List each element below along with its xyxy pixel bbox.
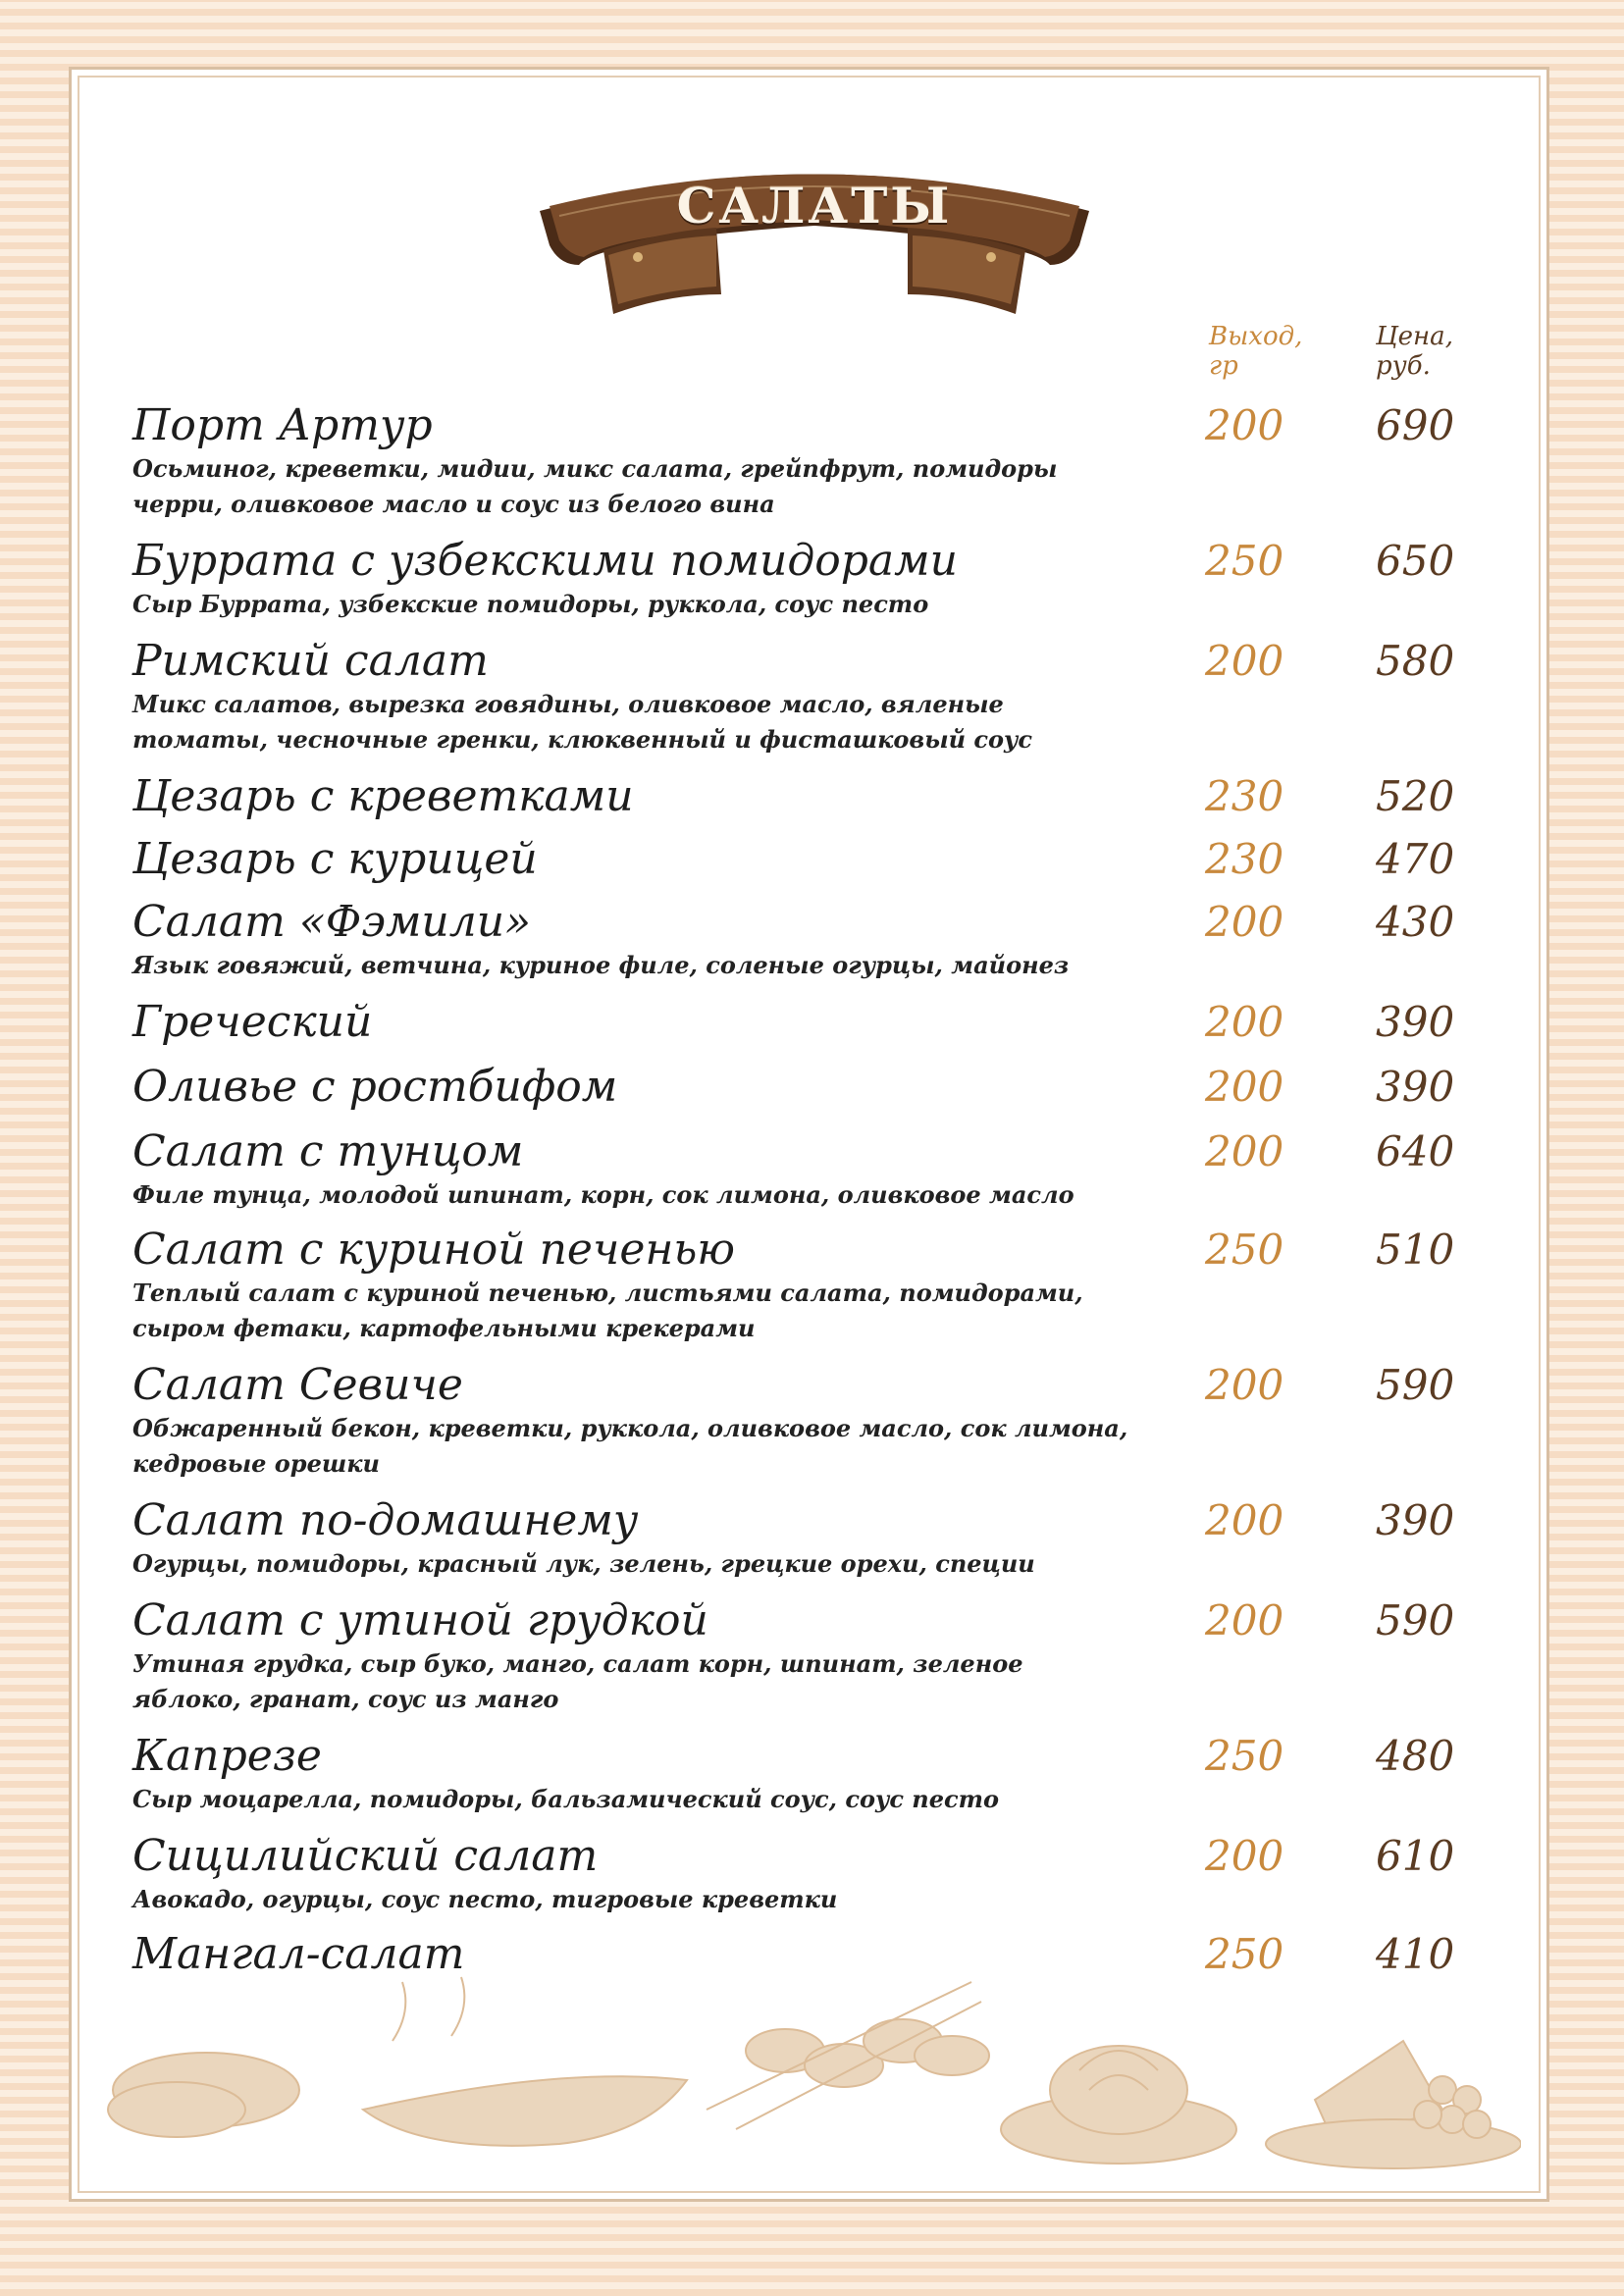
- item-name: Салат по-домашнему: [132, 1495, 639, 1545]
- item-weight: 200: [1205, 1496, 1284, 1544]
- item-name: Салат Севиче: [132, 1360, 463, 1410]
- item-description: Язык говяжий, ветчина, куриное филе, соленые огурцы, майонез: [132, 951, 1070, 979]
- item-name: Римский салат: [132, 636, 489, 686]
- section-title: САЛАТЫ: [676, 177, 953, 235]
- menu-item: [132, 1495, 1526, 1582]
- item-name: Сицилийский салат: [132, 1831, 599, 1881]
- item-price: 470: [1376, 835, 1455, 883]
- item-description: Огурцы, помидоры, красный лук, зелень, грецкие орехи, специи: [132, 1549, 1035, 1578]
- menu-item: [132, 1126, 1526, 1213]
- item-price: 410: [1376, 1930, 1455, 1978]
- menu-item: [132, 1360, 1526, 1482]
- item-price: 590: [1376, 1361, 1455, 1409]
- item-description: Авокадо, огурцы, соус песто, тигровые креветки: [132, 1885, 838, 1913]
- item-description: Микс салатов, вырезка говядины, оливковое масло, вяленые томаты, чесночные гренки, клюквенный и фисташковый соус: [132, 690, 1033, 754]
- menu-item: [132, 636, 1526, 757]
- item-price: 520: [1376, 772, 1455, 820]
- item-weight: 200: [1205, 1832, 1284, 1880]
- menu-item: [132, 1831, 1526, 1917]
- item-name: Цезарь с креветками: [132, 771, 634, 821]
- item-description: Теплый салат с куриной печенью, листьями салата, помидорами, сыром фетаки, картофельными крекерами: [132, 1278, 1083, 1342]
- column-header-weight: Выход, гр: [1209, 322, 1303, 381]
- item-price: 480: [1376, 1732, 1455, 1780]
- item-name: Салат с тунцом: [132, 1126, 524, 1176]
- item-name: Греческий: [132, 997, 373, 1047]
- item-name: Цезарь с курицей: [132, 834, 538, 884]
- item-price: 390: [1376, 998, 1455, 1046]
- item-weight: 200: [1205, 401, 1284, 449]
- item-description: Сыр моцарелла, помидоры, бальзамический соус, соус песто: [132, 1785, 1000, 1813]
- item-weight: 200: [1205, 898, 1284, 946]
- cheese-grapes-icon: [1266, 2041, 1521, 2168]
- item-name: Буррата с узбекскими помидорами: [132, 536, 958, 586]
- item-name: Мангал-салат: [132, 1929, 465, 1979]
- item-description: Филе тунца, молодой шпинат, корн, сок лимона, оливковое масло: [132, 1180, 1074, 1209]
- item-name: Салат с куриной печенью: [132, 1225, 736, 1275]
- item-price: 390: [1376, 1063, 1455, 1111]
- item-price: 580: [1376, 637, 1455, 685]
- item-price: 510: [1376, 1226, 1455, 1274]
- item-weight: 200: [1205, 998, 1284, 1046]
- item-weight: 250: [1205, 1732, 1284, 1780]
- menu-item: [132, 1225, 1526, 1346]
- item-name: Оливье с ростбифом: [132, 1062, 618, 1112]
- column-header-price: Цена, руб.: [1376, 322, 1453, 381]
- item-description: Сыр Буррата, узбекские помидоры, руккола, соус песто: [132, 590, 929, 618]
- item-name: Порт Артур: [132, 400, 433, 450]
- item-name: Салат «Фэмили»: [132, 897, 532, 947]
- item-description: Утиная грудка, сыр буко, манго, салат корн, шпинат, зеленое яблоко, гранат, соус из манго: [132, 1649, 1023, 1713]
- item-price: 610: [1376, 1832, 1455, 1880]
- item-price: 690: [1376, 401, 1455, 449]
- item-price: 640: [1376, 1127, 1455, 1175]
- item-weight: 250: [1205, 1930, 1284, 1978]
- item-description: Осьминог, креветки, мидии, микс салата, грейпфрут, помидоры черри, оливковое масло и соус из белого вина: [132, 454, 1058, 518]
- menu-item: [132, 1731, 1526, 1817]
- pasta-plate-icon: [1001, 2046, 1236, 2164]
- menu-item: [132, 400, 1526, 522]
- item-weight: 250: [1205, 1226, 1284, 1274]
- menu-item: [132, 1062, 1526, 1113]
- item-description: Обжаренный бекон, креветки, руккола, оливковое масло, сок лимона, кедровые орешки: [132, 1414, 1128, 1478]
- item-weight: 230: [1205, 772, 1284, 820]
- item-name: Салат с утиной грудкой: [132, 1595, 708, 1645]
- menu-item: [132, 997, 1526, 1048]
- kebab-skewer-icon: [707, 1982, 989, 2129]
- item-weight: 200: [1205, 1596, 1284, 1644]
- item-price: 650: [1376, 537, 1455, 585]
- soup-bowl-icon: [363, 2076, 687, 2146]
- item-price: 390: [1376, 1496, 1455, 1544]
- item-name: Капрезе: [132, 1731, 322, 1781]
- menu-item: [132, 834, 1526, 885]
- item-weight: 230: [1205, 835, 1284, 883]
- item-weight: 200: [1205, 1127, 1284, 1175]
- item-weight: 200: [1205, 637, 1284, 685]
- menu-item: [132, 1595, 1526, 1717]
- item-price: 590: [1376, 1596, 1455, 1644]
- food-illustration: [98, 1972, 1521, 2178]
- menu-item: [132, 536, 1526, 622]
- item-weight: 200: [1205, 1063, 1284, 1111]
- menu-item: [132, 771, 1526, 822]
- item-weight: 200: [1205, 1361, 1284, 1409]
- item-price: 430: [1376, 898, 1455, 946]
- menu-item: [132, 897, 1526, 983]
- item-weight: 250: [1205, 537, 1284, 585]
